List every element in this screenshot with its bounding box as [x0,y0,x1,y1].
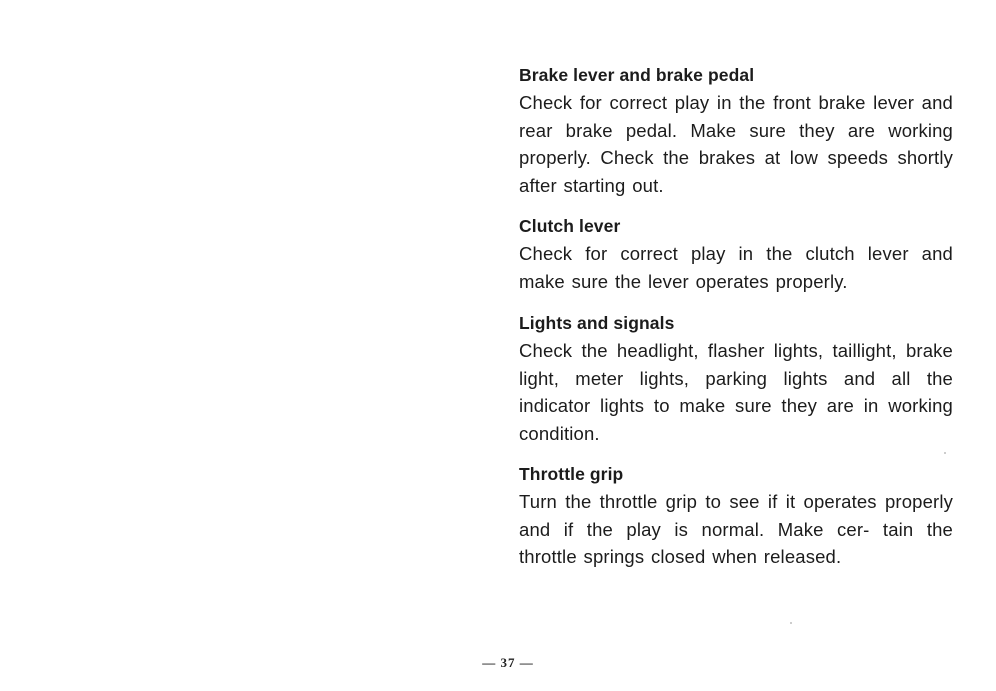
section-heading: Brake lever and brake pedal [519,65,755,85]
section-brake-lever-and-pedal [519,62,953,199]
section-heading: Throttle grip [519,464,624,484]
section-heading: Lights and signals [519,313,675,333]
section-body: Turn the throttle grip to see if it operates properly and if the play is normal. Make cer- tain the throttle springs closed when released. [519,491,953,567]
text-column [519,62,953,585]
section-body: Check for correct play in the clutch lever and make sure the lever operates properly. [519,243,953,292]
section-clutch-lever [519,213,953,295]
section-body: Check for correct play in the front brake lever and rear brake pedal. Make sure they are working properly. Check the brakes at low speeds shortly after starting out. [519,92,953,196]
section-body: Check the headlight, flasher lights, taillight, brake light, meter lights, parking lights and all the indicator lights to make sure they are in working condition. [519,340,953,444]
page-number: — 37 — [482,655,534,670]
scan-speck [944,452,946,454]
section-lights-and-signals [519,310,953,447]
section-throttle-grip [519,461,953,571]
section-heading: Clutch lever [519,216,621,236]
scan-speck [790,622,792,624]
